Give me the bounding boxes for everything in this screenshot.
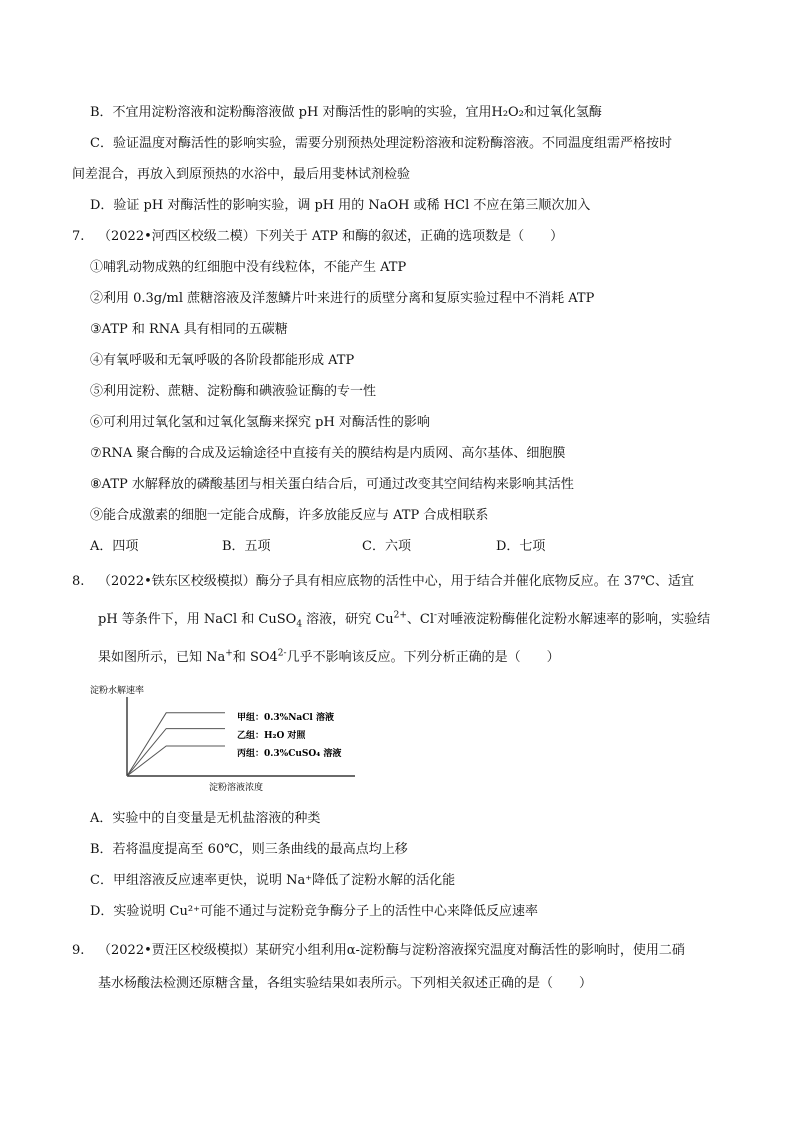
legend-label-bing: 丙组：0.3%CuSO₄ 溶液: [237, 749, 342, 759]
starch-hydrolysis-chart: [85, 683, 385, 793]
q6-option-c-line1: C．验证温度对酶活性的影响实验，需要分别预热处理淀粉溶液和淀粉酶溶液。不同温度组需严格按时: [90, 136, 672, 151]
q6-option-c-line2: 间差混合，再放入到原预热的水浴中，最后用斐林试剂检验: [72, 167, 411, 182]
q8-number: 8.: [72, 574, 85, 589]
q7-item-6: ⑥可利用过氧化氢和过氧化氢酶来探究 pH 对酶活性的影响: [90, 415, 430, 430]
q7-item-2: ②利用 0.3g/ml 蔗糖溶液及洋葱鳞片叶来进行的质壁分离和复原实验过程中不消耗 ATP: [90, 291, 595, 306]
q7-stem: （2022•河西区校级二模）下列关于 ATP 和酶的叙述，正确的选项数是（ ）: [98, 229, 564, 244]
q8-choice-c: C．甲组溶液反应速率更快，说明 Na⁺降低了淀粉水解的活化能: [90, 873, 456, 888]
q8-choice-a: A．实验中的自变量是无机盐溶液的种类: [90, 811, 321, 826]
q7-item-4: ④有氧呼吸和无氧呼吸的各阶段都能形成 ATP: [90, 353, 355, 368]
q6-option-b: B．不宜用淀粉溶液和淀粉酶溶液做 pH 对酶活性的影响的实验，宜用H₂O₂和过氧化氢酶: [90, 105, 602, 120]
q8-stem-line2: pH 等条件下，用 NaCl 和 CuSO$_4$ 溶液，研究 $Cu^{2+}$、Cl-对唾液淀粉酶催化淀粉水解速率的影响，实验结: [98, 610, 711, 630]
legend-label-jia: 甲组：0.3%NaCl 溶液: [237, 713, 334, 723]
q7-item-8: ⑧ATP 水解释放的磷酸基团与相关蛋白结合后，可通过改变其空间结构来影响其活性: [90, 477, 574, 492]
legend-label-yi: 乙组：H₂O 对照: [237, 731, 306, 741]
q7-choice-d: D．七项: [496, 539, 546, 554]
q6-option-d: D．验证 pH 对酶活性的影响实验，调 pH 用的 NaOH 或稀 HCl 不应在第三顺次加入: [90, 198, 591, 213]
q9-number: 9.: [72, 943, 85, 958]
q7-item-5: ⑤利用淀粉、蔗糖、淀粉酶和碘液验证酶的专一性: [90, 384, 377, 399]
series-line-bing: [127, 746, 225, 776]
q7-choice-c: C．六项: [362, 539, 411, 554]
chart-x-axis-label: 淀粉溶液浓度: [209, 783, 264, 793]
q7-item-3: ③ATP 和 RNA 具有相同的五碳糖: [90, 322, 288, 337]
q7-choice-b: B．五项: [222, 539, 271, 554]
q7-choice-a: A．四项: [90, 539, 139, 554]
chart-y-axis-label: 淀粉水解速率: [90, 686, 145, 696]
q7-item-7: ⑦RNA 聚合酶的合成及运输途径中直接有关的膜结构是内质网、高尔基体、细胞膜: [90, 446, 566, 461]
q7-item-9: ⑨能合成激素的细胞一定能合成酶，许多放能反应与 ATP 合成相联系: [90, 508, 489, 523]
q9-stem-line2: 基水杨酸法检测还原糖含量，各组实验结果如表所示。下列相关叙述正确的是（ ）: [98, 976, 593, 991]
q8-stem-line1: （2022•铁东区校级模拟）酶分子具有相应底物的活性中心，用于结合并催化底物反应。在 37℃、适宜: [98, 574, 694, 589]
q8-stem-line3: 果如图所示，已知 Na+和 $SO4^{2-}$几乎不影响该反应。下列分析正确的是（ ）: [98, 648, 560, 665]
q7-number: 7.: [72, 229, 85, 244]
q8-choice-d: D．实验说明 Cu²⁺可能不通过与淀粉竞争酶分子上的活性中心来降低反应速率: [90, 904, 538, 919]
series-line-jia: [127, 713, 225, 776]
q7-item-1: ①哺乳动物成熟的红细胞中没有线粒体，不能产生 ATP: [90, 260, 407, 275]
q9-stem-line1: （2022•贾汪区校级模拟）某研究小组利用α-淀粉酶与淀粉溶液探究温度对酶活性的影响时，使用二硝: [98, 943, 685, 958]
q8-choice-b: B．若将温度提高至 60℃，则三条曲线的最高点均上移: [90, 842, 408, 857]
